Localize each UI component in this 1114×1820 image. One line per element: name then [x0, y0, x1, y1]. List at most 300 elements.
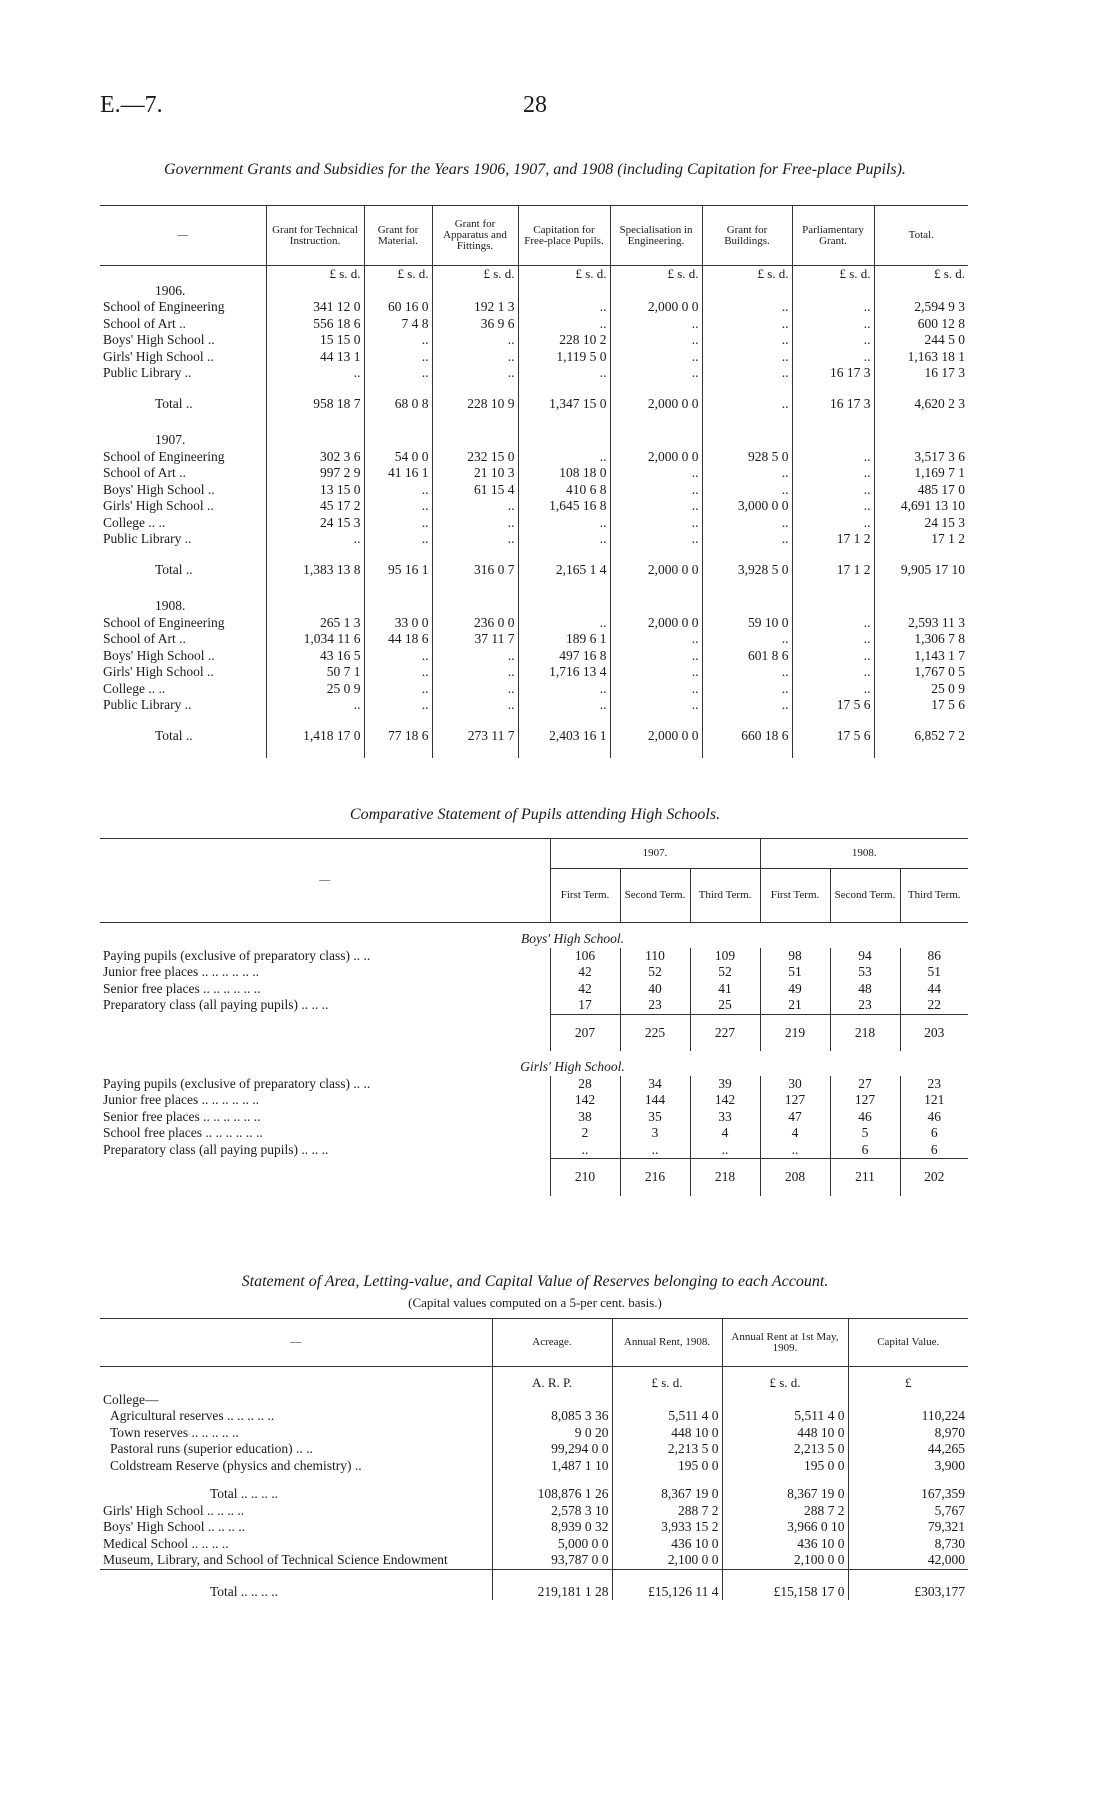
grant-row [100, 681, 968, 698]
amount-cell: .. [266, 531, 364, 548]
amount-cell: 108 18 0 [518, 465, 610, 482]
empty-cell [518, 592, 610, 615]
amount-cell: 37 11 7 [432, 631, 518, 648]
year-row [100, 426, 968, 449]
header-specialisation: Specialisation in Engineering. [610, 206, 702, 266]
section-heading-row [100, 923, 968, 948]
reserves-row [100, 1503, 968, 1520]
pupil-row [100, 997, 968, 1014]
reserve-value: 8,367 19 0 [612, 1474, 722, 1503]
empty-cell [874, 426, 968, 449]
amount-cell: 17 5 6 [874, 697, 968, 714]
total-amount-cell: 4,620 2 3 [874, 382, 968, 427]
amount-cell: .. [432, 664, 518, 681]
amount-cell: .. [792, 631, 874, 648]
amount-cell: .. [518, 449, 610, 466]
reserve-name: Total .. .. .. .. [100, 1569, 492, 1600]
pupil-count: .. [550, 1142, 620, 1159]
pupil-total-spacer [100, 1159, 550, 1196]
grants-table [100, 205, 968, 758]
amount-cell: 2,000 0 0 [610, 615, 702, 632]
amount-cell: 192 1 3 [432, 299, 518, 316]
pupil-category: Paying pupils (exclusive of preparatory class) .. .. [103, 947, 371, 963]
school-name: College .. .. [103, 514, 166, 530]
pupil-count: 38 [550, 1109, 620, 1126]
reserve-value: 1,487 1 10 [492, 1458, 612, 1475]
reserves-header-rent-1908: Annual Rent, 1908. [612, 1319, 722, 1367]
total-amount-cell: 17 5 6 [792, 714, 874, 759]
pupil-total: 211 [830, 1159, 900, 1196]
amount-cell: 341 12 0 [266, 299, 364, 316]
amount-cell: 43 16 5 [266, 648, 364, 665]
amount-cell: .. [432, 365, 518, 382]
pupil-count: 4 [760, 1125, 830, 1142]
pupil-count: 42 [550, 981, 620, 998]
pupil-count: 98 [760, 948, 830, 965]
pupil-total-row [100, 1159, 968, 1196]
reserve-value: 42,000 [848, 1552, 968, 1569]
amount-cell: .. [792, 615, 874, 632]
total-amount-cell: 1,418 17 0 [266, 714, 364, 759]
pupil-count: 40 [620, 981, 690, 998]
amount-cell: .. [702, 681, 792, 698]
pupil-count: 35 [620, 1109, 690, 1126]
amount-cell: 1,169 7 1 [874, 465, 968, 482]
pupil-count: .. [690, 1142, 760, 1159]
reserve-value: 288 7 2 [722, 1503, 848, 1520]
pupil-count: 2 [550, 1125, 620, 1142]
amount-cell: 1,119 5 0 [518, 349, 610, 366]
amount-cell: .. [432, 498, 518, 515]
amount-cell: .. [792, 449, 874, 466]
amount-cell: .. [610, 465, 702, 482]
pupil-count: 28 [550, 1076, 620, 1093]
grant-row [100, 349, 968, 366]
school-name: School of Engineering [103, 614, 225, 630]
amount-cell: .. [610, 697, 702, 714]
empty-cell [612, 1392, 722, 1409]
amount-cell: 17 1 2 [874, 531, 968, 548]
pupil-row [100, 1076, 968, 1093]
reserve-name: Agricultural reserves .. .. .. .. .. [110, 1408, 275, 1423]
reserve-value: 3,900 [848, 1458, 968, 1475]
grant-row [100, 365, 968, 382]
amount-cell: 3,517 3 6 [874, 449, 968, 466]
amount-cell: 24 15 3 [266, 515, 364, 532]
term-1907-first: First Term. [550, 869, 620, 923]
reserve-value: 195 0 0 [612, 1458, 722, 1475]
units-label: £ s. d. [792, 266, 874, 283]
empty-cell [364, 283, 432, 300]
reserve-name: Museum, Library, and School of Technical Science Endowment [103, 1552, 448, 1567]
amount-cell: 1,163 18 1 [874, 349, 968, 366]
reserve-value: 5,511 4 0 [722, 1408, 848, 1425]
pupil-count: 21 [760, 997, 830, 1014]
reserve-name: Medical School .. .. .. .. [103, 1535, 229, 1551]
reserves-header-dash: — [290, 1336, 302, 1348]
reserve-value: 8,970 [848, 1425, 968, 1442]
amount-cell: 236 0 0 [432, 615, 518, 632]
empty-cell [432, 283, 518, 300]
reserve-value: 8,367 19 0 [722, 1474, 848, 1503]
amount-cell: .. [266, 365, 364, 382]
empty-cell [702, 283, 792, 300]
reserves-unit-label: £ [848, 1367, 968, 1392]
amount-cell: .. [610, 498, 702, 515]
pupil-count: 48 [830, 981, 900, 998]
empty-cell [792, 426, 874, 449]
empty-cell [266, 283, 364, 300]
amount-cell: .. [432, 697, 518, 714]
units-spacer [100, 1367, 492, 1392]
page-header [100, 92, 970, 122]
pupil-total: 216 [620, 1159, 690, 1196]
amount-cell: 59 10 0 [702, 615, 792, 632]
pupil-count: 144 [620, 1092, 690, 1109]
reserve-value: £303,177 [848, 1569, 968, 1600]
amount-cell: 4,691 13 10 [874, 498, 968, 515]
reserves-row [100, 1536, 968, 1553]
amount-cell: .. [702, 332, 792, 349]
amount-cell: .. [702, 515, 792, 532]
amount-cell: .. [792, 664, 874, 681]
amount-cell: 410 6 8 [518, 482, 610, 499]
pupil-count: 27 [830, 1076, 900, 1093]
pupil-row [100, 1125, 968, 1142]
total-amount-cell: 1,383 13 8 [266, 548, 364, 593]
amount-cell: .. [792, 332, 874, 349]
pupil-count: 6 [900, 1125, 968, 1142]
school-name: Girls' High School .. [103, 664, 214, 679]
grant-row [100, 664, 968, 681]
reserve-name: Girls' High School .. .. .. .. [103, 1502, 245, 1518]
amount-cell: 1,034 11 6 [266, 631, 364, 648]
header-buildings: Grant for Buildings. [702, 206, 792, 266]
empty-cell [266, 426, 364, 449]
reserve-name: Town reserves .. .. .. .. .. [110, 1424, 239, 1440]
year-row [100, 592, 968, 615]
pupil-total-spacer [100, 1014, 550, 1051]
pupil-category: Senior free places .. .. .. .. .. .. [103, 980, 261, 996]
reserve-value: 448 10 0 [722, 1425, 848, 1442]
units-spacer [100, 266, 266, 283]
empty-cell [874, 283, 968, 300]
amount-cell: 497 16 8 [518, 648, 610, 665]
pupil-category: Senior free places .. .. .. .. .. .. [103, 1108, 261, 1124]
header-apparatus: Grant for Apparatus and Fittings. [432, 206, 518, 266]
pupil-count: 127 [760, 1092, 830, 1109]
amount-cell: 1,143 1 7 [874, 648, 968, 665]
empty-cell [432, 426, 518, 449]
pupil-count: 23 [620, 997, 690, 1014]
amount-cell: .. [792, 681, 874, 698]
amount-cell: 50 7 1 [266, 664, 364, 681]
total-label: Total .. [155, 561, 193, 577]
reserve-value: 5,511 4 0 [612, 1408, 722, 1425]
reserve-value: 288 7 2 [612, 1503, 722, 1520]
amount-cell: .. [792, 498, 874, 515]
reserves-header-acreage: Acreage. [492, 1319, 612, 1367]
empty-cell [518, 283, 610, 300]
amount-cell: .. [792, 482, 874, 499]
empty-cell [266, 592, 364, 615]
grant-row [100, 482, 968, 499]
year-label: 1906. [155, 282, 186, 298]
amount-cell: .. [610, 316, 702, 333]
reserve-value: 5,000 0 0 [492, 1536, 612, 1553]
pupil-count: 6 [830, 1142, 900, 1159]
term-1907-third: Third Term. [690, 869, 760, 923]
amount-cell: .. [432, 648, 518, 665]
header-capitation: Capitation for Free-place Pupils. [518, 206, 610, 266]
school-name: School of Art .. [103, 315, 186, 331]
year-label: 1907. [155, 432, 186, 447]
reserves-row [100, 1552, 968, 1569]
grant-row [100, 648, 968, 665]
pupil-row [100, 1092, 968, 1109]
total-amount-cell: .. [702, 382, 792, 427]
empty-cell [364, 426, 432, 449]
reserves-row [100, 1519, 968, 1536]
units-label: £ s. d. [610, 266, 702, 283]
amount-cell: 61 15 4 [432, 482, 518, 499]
page-number: 28 [523, 92, 547, 118]
pupil-row [100, 964, 968, 981]
total-amount-cell: 6,852 7 2 [874, 714, 968, 759]
amount-cell: 2,594 9 3 [874, 299, 968, 316]
header-total: Total. [874, 206, 968, 266]
amount-cell: .. [610, 332, 702, 349]
grant-row [100, 332, 968, 349]
amount-cell: .. [364, 365, 432, 382]
reserve-value: 3,966 0 10 [722, 1519, 848, 1536]
year-row [100, 283, 968, 300]
pupil-total-row [100, 1014, 968, 1051]
reserve-name: Pastoral runs (superior education) .. .. [110, 1441, 313, 1456]
grants-title: Government Grants and Subsidies for the Years 1906, 1907, and 1908 (including Capitation for Free-place Pupils). [164, 161, 906, 178]
amount-cell: .. [702, 349, 792, 366]
school-name: Girls' High School .. [103, 348, 214, 364]
school-name: Public Library .. [103, 365, 192, 380]
pupil-count: 142 [690, 1092, 760, 1109]
pupil-count: 34 [620, 1076, 690, 1093]
total-amount-cell: 2,403 16 1 [518, 714, 610, 759]
empty-cell [874, 592, 968, 615]
total-amount-cell: 3,928 5 0 [702, 548, 792, 593]
amount-cell: 13 15 0 [266, 482, 364, 499]
total-amount-cell: 2,000 0 0 [610, 714, 702, 759]
reserve-value: 93,787 0 0 [492, 1552, 612, 1569]
amount-cell: .. [364, 332, 432, 349]
total-amount-cell: 16 17 3 [792, 382, 874, 427]
amount-cell: .. [518, 515, 610, 532]
reserves-unit-label: £ s. d. [722, 1367, 848, 1392]
reserves-row [100, 1474, 968, 1503]
pupil-total: 210 [550, 1159, 620, 1196]
amount-cell: 556 18 6 [266, 316, 364, 333]
amount-cell: .. [610, 482, 702, 499]
amount-cell: .. [702, 697, 792, 714]
reserve-value: 8,939 0 32 [492, 1519, 612, 1536]
reserves-row [100, 1425, 968, 1442]
amount-cell: .. [266, 697, 364, 714]
total-amount-cell: 2,000 0 0 [610, 382, 702, 427]
empty-cell [610, 283, 702, 300]
pupil-row [100, 1142, 968, 1159]
amount-cell: .. [518, 697, 610, 714]
total-amount-cell: 316 0 7 [432, 548, 518, 593]
amount-cell: 25 0 9 [266, 681, 364, 698]
reserve-value: 2,100 0 0 [722, 1552, 848, 1569]
term-1908-third: Third Term. [900, 869, 968, 923]
empty-cell [722, 1392, 848, 1409]
pupil-row [100, 981, 968, 998]
pupil-count: 30 [760, 1076, 830, 1093]
units-label: £ s. d. [364, 266, 432, 283]
total-amount-cell: 77 18 6 [364, 714, 432, 759]
pupils-title: Comparative Statement of Pupils attending High Schools. [349, 806, 721, 823]
year-label: 1908. [155, 598, 186, 613]
empty-cell [702, 592, 792, 615]
amount-cell: 232 15 0 [432, 449, 518, 466]
amount-cell: .. [364, 531, 432, 548]
reserves-total-row [100, 1569, 968, 1600]
amount-cell: 189 6 1 [518, 631, 610, 648]
reserves-table [100, 1318, 968, 1600]
reserve-value: 8,730 [848, 1536, 968, 1553]
empty-cell [492, 1392, 612, 1409]
pupil-count: 110 [620, 948, 690, 965]
grant-row [100, 515, 968, 532]
amount-cell: 54 0 0 [364, 449, 432, 466]
amount-cell: .. [518, 681, 610, 698]
total-row [100, 714, 968, 759]
amount-cell: .. [364, 648, 432, 665]
total-amount-cell: 17 1 2 [792, 548, 874, 593]
amount-cell: 244 5 0 [874, 332, 968, 349]
amount-cell: 36 9 6 [432, 316, 518, 333]
amount-cell: .. [792, 299, 874, 316]
reserve-value: 79,321 [848, 1519, 968, 1536]
pupil-count: 41 [690, 981, 760, 998]
amount-cell: .. [432, 681, 518, 698]
school-name: School of Art .. [103, 631, 186, 646]
pupil-count: 51 [760, 964, 830, 981]
pupil-category: Junior free places .. .. .. .. .. .. [103, 1092, 259, 1107]
reserve-value: 9 0 20 [492, 1425, 612, 1442]
reserve-value: £15,158 17 0 [722, 1569, 848, 1600]
amount-cell: 44 18 6 [364, 631, 432, 648]
amount-cell: 928 5 0 [702, 449, 792, 466]
pupil-count: 121 [900, 1092, 968, 1109]
pupil-count: 127 [830, 1092, 900, 1109]
empty-cell [364, 592, 432, 615]
empty-cell [610, 592, 702, 615]
school-name: Public Library .. [103, 697, 192, 712]
school-name: College .. .. [103, 680, 166, 696]
reserve-name: Boys' High School .. .. .. .. [103, 1519, 245, 1534]
empty-cell [432, 592, 518, 615]
school-name: Boys' High School .. [103, 481, 215, 497]
reserve-value: 108,876 1 26 [492, 1474, 612, 1503]
reserve-value: 8,085 3 36 [492, 1408, 612, 1425]
pupils-header-dash: — [100, 839, 550, 923]
page-reference: E.—7. [100, 92, 163, 118]
school-name: School of Art .. [103, 465, 186, 480]
amount-cell: 44 13 1 [266, 349, 364, 366]
reserves-group-row [100, 1392, 968, 1409]
pupil-count: 51 [900, 964, 968, 981]
section-heading-row [100, 1051, 968, 1076]
pupil-count: 33 [690, 1109, 760, 1126]
amount-cell: 24 15 3 [874, 515, 968, 532]
pupil-total: 227 [690, 1014, 760, 1051]
reserves-subtitle: (Capital values computed on a 5-per cent. basis.) [408, 1295, 662, 1310]
pupil-count: 106 [550, 948, 620, 965]
reserves-units-row [100, 1367, 968, 1392]
amount-cell: 1,306 7 8 [874, 631, 968, 648]
amount-cell: .. [364, 681, 432, 698]
empty-cell [518, 426, 610, 449]
total-label: Total .. [155, 727, 193, 743]
amount-cell: .. [610, 365, 702, 382]
total-label: Total .. [155, 395, 193, 411]
amount-cell: 17 1 2 [792, 531, 874, 548]
pupil-total: 203 [900, 1014, 968, 1051]
amount-cell: .. [792, 316, 874, 333]
total-amount-cell: 2,165 1 4 [518, 548, 610, 593]
reserve-value: 195 0 0 [722, 1458, 848, 1475]
reserves-unit-label: A. R. P. [492, 1367, 612, 1392]
amount-cell: .. [702, 316, 792, 333]
reserves-unit-label: £ s. d. [612, 1367, 722, 1392]
amount-cell: .. [610, 648, 702, 665]
amount-cell: .. [702, 664, 792, 681]
pupil-count: 22 [900, 997, 968, 1014]
reserve-value: 5,767 [848, 1503, 968, 1520]
term-1907-second: Second Term. [620, 869, 690, 923]
reserve-value: 448 10 0 [612, 1425, 722, 1442]
reserves-group-label: College— [103, 1391, 159, 1407]
pupil-count: 5 [830, 1125, 900, 1142]
pupil-category: Paying pupils (exclusive of preparatory class) .. .. [103, 1075, 371, 1091]
pupil-count: 52 [620, 964, 690, 981]
pupil-total: 218 [830, 1014, 900, 1051]
amount-cell: .. [364, 515, 432, 532]
pupil-count: .. [760, 1142, 830, 1159]
amount-cell: .. [518, 531, 610, 548]
reserve-value: 3,933 15 2 [612, 1519, 722, 1536]
amount-cell: 485 17 0 [874, 482, 968, 499]
amount-cell: .. [364, 498, 432, 515]
grants-header-dash: — [177, 229, 189, 241]
pupil-count: 23 [830, 997, 900, 1014]
grant-row [100, 449, 968, 466]
pupil-total: 207 [550, 1014, 620, 1051]
amount-cell: 302 3 6 [266, 449, 364, 466]
total-amount-cell: 9,905 17 10 [874, 548, 968, 593]
amount-cell: .. [792, 349, 874, 366]
pupil-row [100, 948, 968, 965]
amount-cell: 601 8 6 [702, 648, 792, 665]
amount-cell: .. [792, 648, 874, 665]
reserves-title: Statement of Area, Letting-value, and Capital Value of Reserves belonging to each Account. [241, 1273, 829, 1290]
reserve-value: 44,265 [848, 1441, 968, 1458]
term-1908-second: Second Term. [830, 869, 900, 923]
reserves-row [100, 1408, 968, 1425]
amount-cell: .. [702, 465, 792, 482]
reserve-value: 2,100 0 0 [612, 1552, 722, 1569]
